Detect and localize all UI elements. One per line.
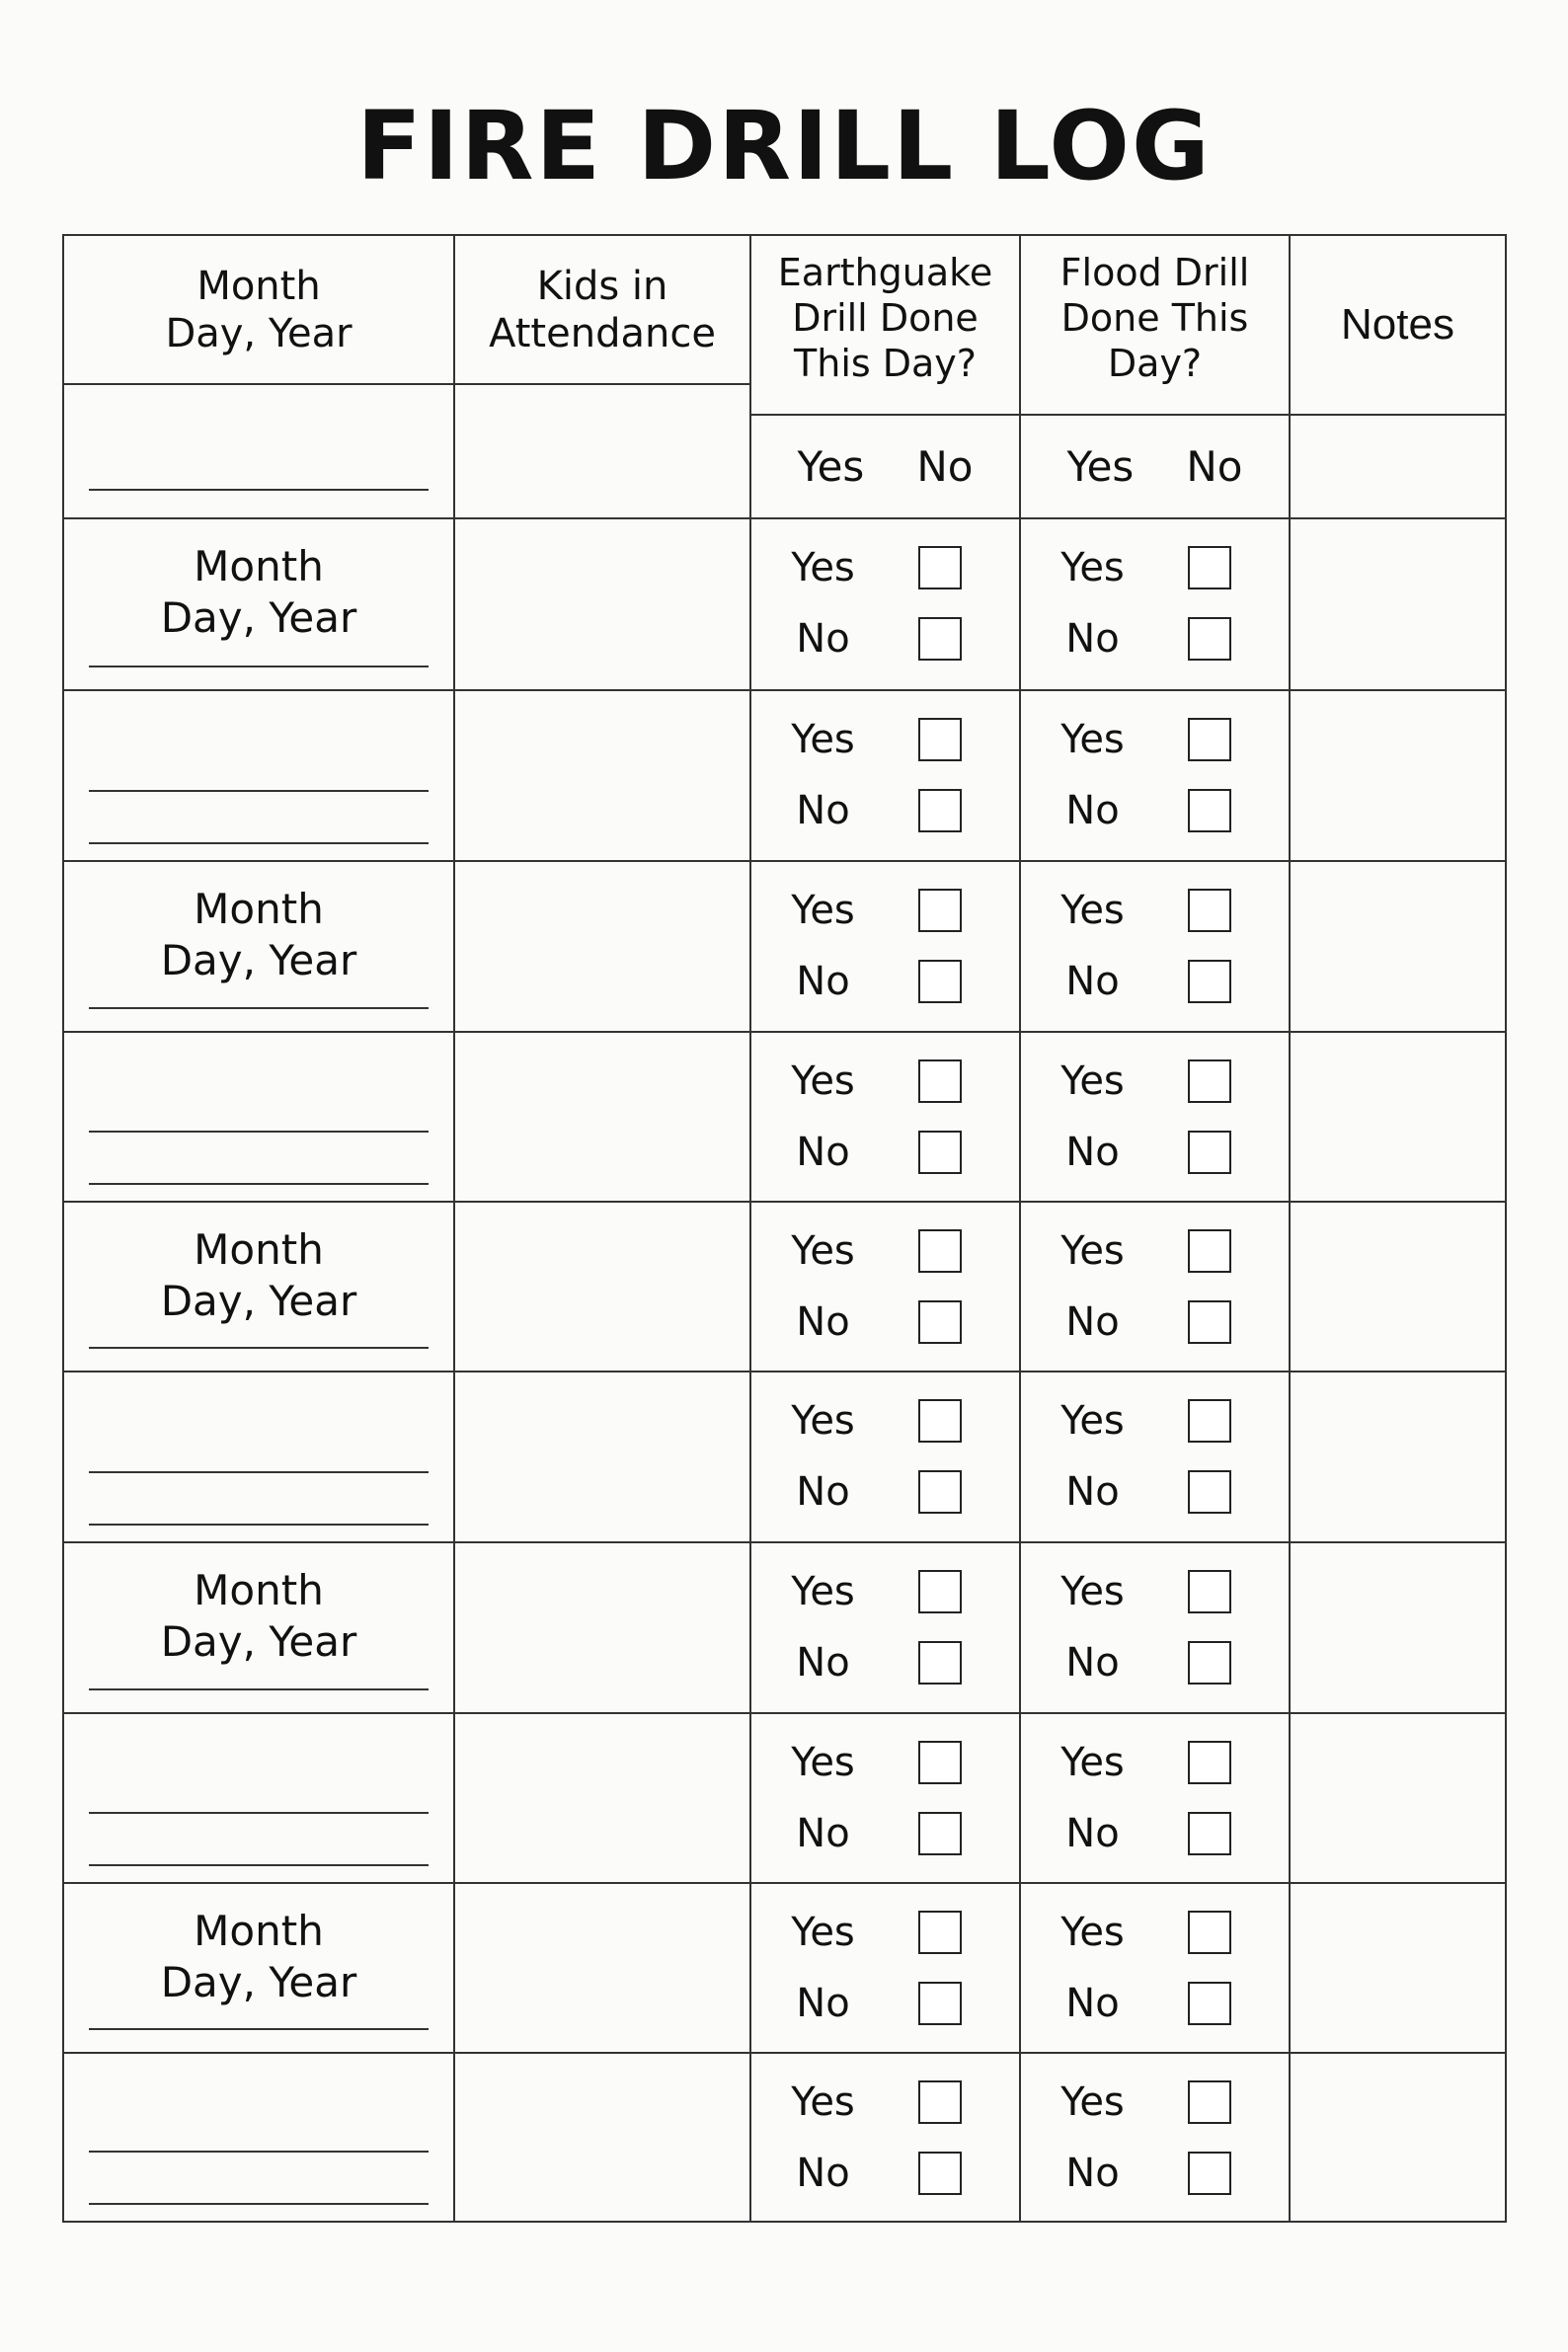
flood-no-checkbox[interactable]: [1188, 1641, 1231, 1685]
notes-cell[interactable]: [1290, 861, 1506, 1032]
date-entry-cell[interactable]: [63, 861, 454, 1032]
kids-attendance-cell[interactable]: [454, 2053, 750, 2222]
kids-header-line1: Kids in: [536, 263, 668, 309]
date-entry-cell[interactable]: [63, 1372, 454, 1542]
earthquake-yes-label: Yes: [791, 1228, 855, 1274]
earthquake-no-checkbox[interactable]: [918, 1470, 962, 1514]
date-dayyear-label: Day, Year: [160, 936, 357, 984]
earthquake-no-label: No: [796, 1811, 850, 1856]
date-month-label: Month: [194, 1566, 324, 1614]
earthquake-yes-checkbox[interactable]: [918, 718, 962, 761]
kids-attendance-cell[interactable]: [454, 1372, 750, 1542]
earthquake-no-label: No: [796, 1299, 850, 1345]
date-write-line[interactable]: [89, 1131, 429, 1133]
earthquake-yes-label: Yes: [797, 442, 865, 491]
kids-header-line2: Attendance: [489, 310, 716, 356]
table-row: [63, 690, 1506, 861]
kids-attendance-cell[interactable]: [454, 690, 750, 861]
notes-header-blank: [1290, 415, 1506, 518]
date-write-line[interactable]: [89, 1347, 429, 1349]
flood-no-checkbox[interactable]: [1188, 1300, 1231, 1344]
table-row: [63, 518, 1506, 690]
date-month-label: Month: [194, 1907, 324, 1955]
flood-no-label: No: [1065, 1981, 1120, 2026]
kids-attendance-cell[interactable]: [454, 1542, 750, 1713]
notes-cell[interactable]: [1290, 1202, 1506, 1372]
date-month-label: Month: [194, 885, 324, 933]
earthquake-check-cell: [750, 518, 1020, 690]
notes-cell[interactable]: [1290, 518, 1506, 690]
flood-yes-label: Yes: [1066, 442, 1135, 491]
earthquake-yes-no-header: [750, 415, 1020, 518]
earthquake-yes-label: Yes: [791, 1569, 855, 1614]
flood-no-label: No: [1186, 442, 1243, 491]
flood-yes-checkbox[interactable]: [1188, 546, 1231, 589]
flood-no-label: No: [1065, 1811, 1120, 1856]
flood-header-line3: Day?: [1107, 342, 1203, 385]
flood-yes-checkbox[interactable]: [1188, 1741, 1231, 1784]
earthquake-yes-label: Yes: [791, 717, 855, 762]
flood-check-cell: [1020, 518, 1290, 690]
flood-no-label: No: [1065, 1299, 1120, 1345]
flood-check-cell: [1020, 1883, 1290, 2053]
date-placeholder: [64, 884, 453, 986]
date-dayyear-label: Day, Year: [160, 593, 357, 642]
earthquake-check-cell: [750, 1372, 1020, 1542]
table-row: [63, 1032, 1506, 1202]
flood-check-cell: [1020, 690, 1290, 861]
date-entry-cell[interactable]: [63, 2053, 454, 2222]
earthquake-no-checkbox[interactable]: [918, 789, 962, 832]
flood-yes-checkbox[interactable]: [1188, 1570, 1231, 1613]
flood-yes-label: Yes: [1060, 545, 1125, 590]
date-header-month: Month: [196, 263, 321, 309]
flood-no-label: No: [1065, 1130, 1120, 1175]
table-row: [63, 2053, 1506, 2222]
earthquake-no-checkbox[interactable]: [918, 1641, 962, 1685]
earthquake-yes-label: Yes: [791, 1058, 855, 1104]
earthquake-check-cell: [750, 2053, 1020, 2222]
flood-check-cell: [1020, 861, 1290, 1032]
earthquake-no-checkbox[interactable]: [918, 1300, 962, 1344]
kids-attendance-cell[interactable]: [454, 1713, 750, 1883]
date-write-line[interactable]: [89, 1183, 429, 1185]
header-date-entry-cell[interactable]: [63, 384, 454, 518]
earthquake-no-label: No: [796, 788, 850, 833]
flood-check-cell: [1020, 1372, 1290, 1542]
earthquake-no-label: No: [796, 2151, 850, 2196]
earthquake-yes-checkbox[interactable]: [918, 1059, 962, 1103]
flood-check-cell: [1020, 1542, 1290, 1713]
date-entry-cell[interactable]: [63, 1713, 454, 1883]
earthquake-check-cell: [750, 690, 1020, 861]
flood-no-checkbox[interactable]: [1188, 1982, 1231, 2025]
date-entry-cell[interactable]: [63, 1202, 454, 1372]
kids-attendance-cell[interactable]: [454, 1202, 750, 1372]
date-write-line[interactable]: [89, 666, 429, 667]
flood-no-label: No: [1065, 959, 1120, 1004]
date-entry-cell[interactable]: [63, 518, 454, 690]
earthquake-check-cell: [750, 1202, 1020, 1372]
notes-cell[interactable]: [1290, 2053, 1506, 2222]
earthquake-yes-checkbox[interactable]: [918, 1911, 962, 1954]
flood-yes-checkbox[interactable]: [1188, 1229, 1231, 1273]
flood-no-checkbox[interactable]: [1188, 2152, 1231, 2195]
date-dayyear-label: Day, Year: [160, 1617, 357, 1666]
earthquake-header-line2: Drill Done: [792, 296, 979, 340]
earthquake-yes-checkbox[interactable]: [918, 1570, 962, 1613]
date-write-line[interactable]: [89, 1007, 429, 1009]
flood-header-line1: Flood Drill: [1059, 251, 1250, 294]
date-write-line[interactable]: [89, 2028, 429, 2030]
earthquake-no-label: No: [796, 1130, 850, 1175]
date-placeholder: [64, 1224, 453, 1327]
notes-cell[interactable]: [1290, 1032, 1506, 1202]
earthquake-no-checkbox[interactable]: [918, 1131, 962, 1174]
flood-yes-label: Yes: [1060, 717, 1125, 762]
date-column-header: [63, 235, 454, 384]
date-write-line[interactable]: [89, 1864, 429, 1866]
date-write-line[interactable]: [89, 2203, 429, 2205]
notes-column-header: Notes: [1290, 235, 1506, 415]
flood-no-checkbox[interactable]: [1188, 1812, 1231, 1855]
date-write-line[interactable]: [89, 1524, 429, 1526]
earthquake-header-line3: This Day?: [794, 342, 977, 385]
earthquake-yes-label: Yes: [791, 888, 855, 933]
kids-column-header: [454, 235, 750, 384]
date-placeholder: [64, 541, 453, 644]
flood-yes-label: Yes: [1060, 1569, 1125, 1614]
date-write-line[interactable]: [89, 1471, 429, 1473]
earthquake-no-label: No: [796, 1469, 850, 1515]
flood-yes-label: Yes: [1060, 1058, 1125, 1104]
flood-check-cell: [1020, 2053, 1290, 2222]
earthquake-no-label: No: [796, 616, 850, 662]
header-kids-entry-cell[interactable]: [454, 384, 750, 518]
earthquake-check-cell: [750, 861, 1020, 1032]
date-write-line[interactable]: [89, 1688, 429, 1690]
earthquake-yes-checkbox[interactable]: [918, 2080, 962, 2124]
flood-yes-no-header: [1020, 415, 1290, 518]
earthquake-yes-label: Yes: [791, 1740, 855, 1785]
earthquake-no-checkbox[interactable]: [918, 1812, 962, 1855]
earthquake-no-checkbox[interactable]: [918, 960, 962, 1003]
flood-no-label: No: [1065, 1469, 1120, 1515]
date-header-dayyear: Day, Year: [165, 310, 353, 356]
earthquake-yes-checkbox[interactable]: [918, 889, 962, 932]
flood-yes-label: Yes: [1060, 1398, 1125, 1444]
flood-yes-checkbox[interactable]: [1188, 1399, 1231, 1443]
date-entry-cell[interactable]: [63, 1883, 454, 2053]
flood-no-checkbox[interactable]: [1188, 960, 1231, 1003]
date-entry-cell[interactable]: [63, 1032, 454, 1202]
date-write-line[interactable]: [89, 2151, 429, 2153]
notes-cell[interactable]: [1290, 1713, 1506, 1883]
table-row: [63, 1202, 1506, 1372]
notes-cell[interactable]: [1290, 1883, 1506, 2053]
earthquake-no-checkbox[interactable]: [918, 617, 962, 661]
flood-no-checkbox[interactable]: [1188, 1470, 1231, 1514]
earthquake-column-header: [750, 235, 1020, 415]
table-row: [63, 1713, 1506, 1883]
flood-yes-checkbox[interactable]: [1188, 718, 1231, 761]
flood-check-cell: [1020, 1202, 1290, 1372]
flood-no-label: No: [1065, 616, 1120, 662]
date-entry-cell[interactable]: [63, 1542, 454, 1713]
earthquake-no-checkbox[interactable]: [918, 2152, 962, 2195]
earthquake-check-cell: [750, 1542, 1020, 1713]
earthquake-no-checkbox[interactable]: [918, 1982, 962, 2025]
flood-yes-checkbox[interactable]: [1188, 1911, 1231, 1954]
flood-no-checkbox[interactable]: [1188, 1131, 1231, 1174]
flood-no-label: No: [1065, 788, 1120, 833]
flood-no-checkbox[interactable]: [1188, 789, 1231, 832]
notes-cell[interactable]: [1290, 1542, 1506, 1713]
earthquake-yes-checkbox[interactable]: [918, 1741, 962, 1784]
flood-no-label: No: [1065, 2151, 1120, 2196]
earthquake-check-cell: [750, 1883, 1020, 2053]
flood-yes-checkbox[interactable]: [1188, 889, 1231, 932]
earthquake-header-line1: Earthguake: [777, 251, 993, 294]
date-month-label: Month: [194, 1225, 324, 1274]
notes-cell[interactable]: [1290, 1372, 1506, 1542]
earthquake-yes-checkbox[interactable]: [918, 1399, 962, 1443]
flood-check-cell: [1020, 1713, 1290, 1883]
flood-no-label: No: [1065, 1640, 1120, 1686]
earthquake-yes-label: Yes: [791, 1398, 855, 1444]
date-dayyear-label: Day, Year: [160, 1277, 357, 1325]
kids-attendance-cell[interactable]: [454, 518, 750, 690]
earthquake-check-cell: [750, 1032, 1020, 1202]
table-row: [63, 1372, 1506, 1542]
flood-no-checkbox[interactable]: [1188, 617, 1231, 661]
earthquake-yes-label: Yes: [791, 545, 855, 590]
earthquake-no-label: No: [916, 442, 974, 491]
kids-attendance-cell[interactable]: [454, 861, 750, 1032]
earthquake-yes-checkbox[interactable]: [918, 1229, 962, 1273]
earthquake-yes-label: Yes: [791, 2079, 855, 2125]
fire-drill-log-table: [62, 234, 1507, 2223]
earthquake-check-cell: [750, 1713, 1020, 1883]
date-write-line[interactable]: [89, 1812, 429, 1814]
flood-header-line2: Done This: [1060, 296, 1249, 340]
date-entry-cell[interactable]: [63, 690, 454, 861]
table-row: [63, 1883, 1506, 2053]
table-row: [63, 1542, 1506, 1713]
date-month-label: Month: [194, 542, 324, 590]
date-placeholder: [64, 1565, 453, 1668]
date-dayyear-label: Day, Year: [160, 1958, 357, 2006]
notes-cell[interactable]: [1290, 690, 1506, 861]
earthquake-no-label: No: [796, 1640, 850, 1686]
earthquake-no-label: No: [796, 1981, 850, 2026]
flood-yes-checkbox[interactable]: [1188, 2080, 1231, 2124]
kids-attendance-cell[interactable]: [454, 1883, 750, 2053]
flood-yes-label: Yes: [1060, 1740, 1125, 1785]
kids-attendance-cell[interactable]: [454, 1032, 750, 1202]
page-title: FIRE DRILL LOG: [356, 91, 1212, 201]
table-row: [63, 861, 1506, 1032]
date-write-line[interactable]: [89, 842, 429, 844]
flood-yes-checkbox[interactable]: [1188, 1059, 1231, 1103]
flood-check-cell: [1020, 1032, 1290, 1202]
earthquake-no-label: No: [796, 959, 850, 1004]
flood-column-header: [1020, 235, 1290, 415]
flood-yes-label: Yes: [1060, 2079, 1125, 2125]
earthquake-yes-checkbox[interactable]: [918, 546, 962, 589]
flood-yes-label: Yes: [1060, 1910, 1125, 1955]
date-write-line[interactable]: [89, 489, 429, 491]
date-write-line[interactable]: [89, 790, 429, 792]
flood-yes-label: Yes: [1060, 888, 1125, 933]
earthquake-yes-label: Yes: [791, 1910, 855, 1955]
flood-yes-label: Yes: [1060, 1228, 1125, 1274]
date-placeholder: [64, 1906, 453, 2008]
